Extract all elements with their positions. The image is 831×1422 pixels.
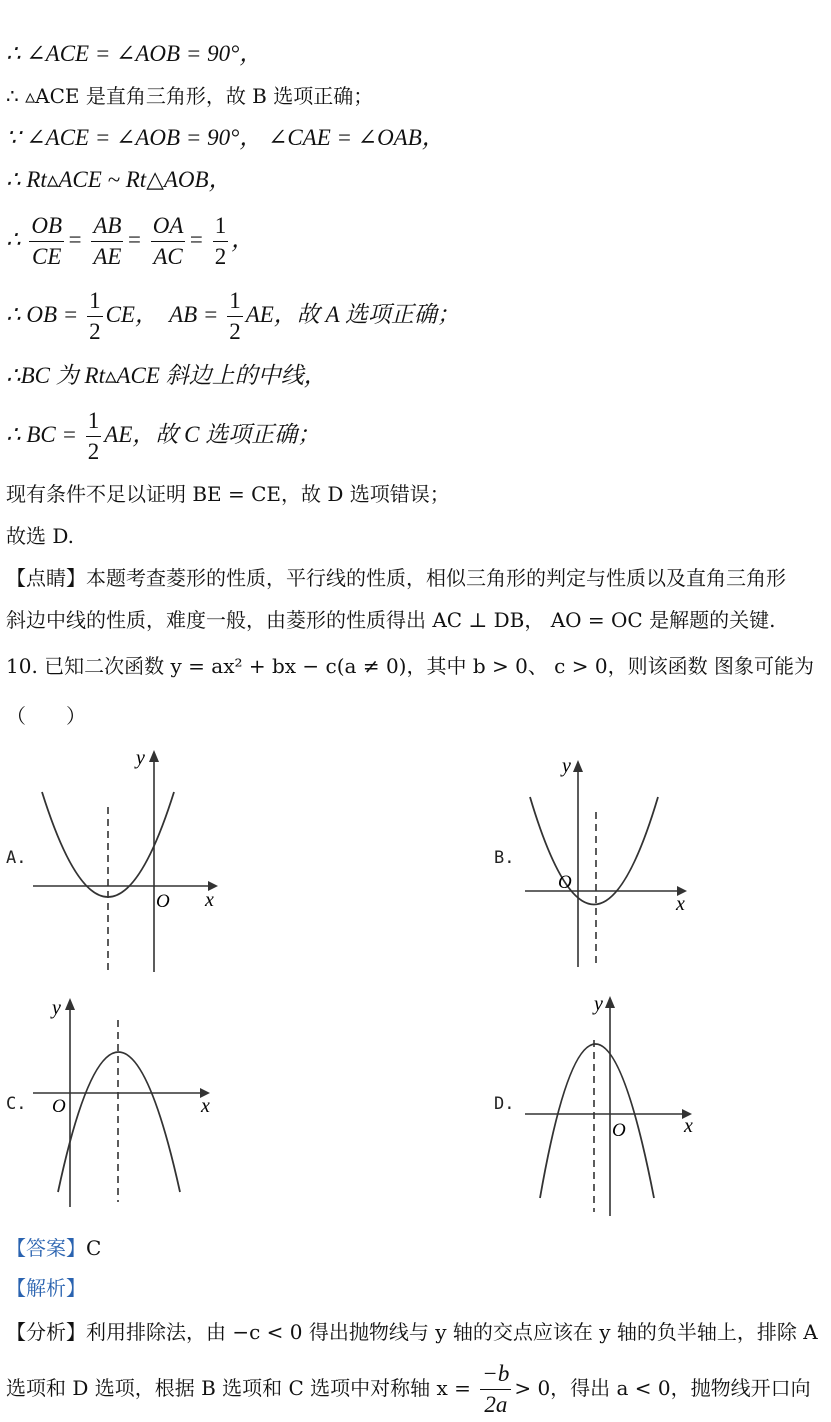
- svg-text:x: x: [684, 1115, 693, 1137]
- line-4: ∴ Rt▵ACE ~ Rt△AOB，: [6, 167, 232, 192]
- line-12: 斜边中线的性质，难度一般，由菱形的性质得出 AC ⊥ DB， AO = OC 是解题的关键.: [6, 608, 776, 632]
- line-17: 【分析】利用排除法，由 −c < 0 得出抛物线与 y 轴的交点应该在 y 轴的负半轴上，排除 A: [6, 1320, 818, 1344]
- graph-b: [522, 752, 722, 972]
- svg-text:x: x: [201, 1095, 210, 1117]
- line-6: ∴ OB = $\frac{1}{2}$ CE， AB = $\frac{1}{2}$ AE，故 A 选项正确；: [6, 288, 460, 345]
- origin-label: O: [156, 891, 170, 912]
- svg-text:O: O: [612, 1120, 626, 1141]
- fraction-oa-ac: $\frac{OA}{AC}$: [152, 213, 184, 270]
- option-d-label: D.: [494, 1094, 515, 1114]
- analysis-line: [6, 1274, 86, 1302]
- line-11-tip: 【点睛】本题考查菱形的性质，平行线的性质，相似三角形的判定与性质以及直角三角形: [6, 566, 786, 590]
- graph-c: [28, 992, 248, 1212]
- line-1: ∴ ∠ACE = ∠AOB = 90°，: [6, 41, 263, 66]
- answer-tag: 【答案】: [6, 1236, 86, 1260]
- svg-text:y: y: [562, 755, 571, 777]
- answer-choice-placeholder: （ ）: [6, 704, 86, 728]
- option-b-label: B.: [494, 848, 515, 868]
- answer-line: [6, 1234, 101, 1262]
- line-10: 故选 D.: [6, 524, 75, 548]
- line-5-fraction-chain: ∴ $\frac{OB}{CE}$ = $\frac{AB}{AE}$ = $\frac{OA}{AC}$ = $\frac{1}{2}$ ，: [6, 210, 254, 272]
- svg-text:x: x: [676, 893, 685, 915]
- answer-value: C: [86, 1236, 102, 1260]
- fraction-one-half: $\frac{1}{2}$: [214, 213, 227, 270]
- analysis-tag: 【解析】: [6, 1276, 86, 1300]
- option-c-label: C.: [6, 1094, 27, 1114]
- graph-d: [522, 990, 732, 1230]
- graph-a: [28, 742, 248, 982]
- question-10: 10. 已知二次函数 y = ax² + bx − c(a ≠ 0)，其中 b > 0、 c > 0，则该函数 图象可能为: [6, 654, 814, 678]
- y-axis-label: y: [136, 747, 145, 769]
- line-3: ∵ ∠ACE = ∠AOB = 90°， ∠CAE = ∠OAB，: [6, 125, 445, 150]
- line-7: ∴BC 为 Rt▵ACE 斜边上的中线，: [6, 363, 327, 388]
- x-axis-label: x: [205, 889, 214, 911]
- svg-text:O: O: [52, 1096, 66, 1117]
- line-9: 现有条件不足以证明 BE = CE，故 D 选项错误；: [6, 482, 450, 506]
- fraction-ob-ce: $\frac{OB}{CE}$: [31, 213, 63, 270]
- svg-text:O: O: [558, 872, 572, 893]
- line-2: ∴ ▵ACE 是直角三角形，故 B 选项正确；: [6, 84, 374, 108]
- option-a-label: A.: [6, 848, 27, 868]
- line-8: ∴ BC = $\frac{1}{2}$ AE，故 C 选项正确；: [6, 408, 321, 465]
- svg-text:y: y: [52, 997, 61, 1019]
- fraction-ab-ae: $\frac{AB}{AE}$: [93, 213, 122, 270]
- line-18: 选项和 D 选项，根据 B 选项和 C 选项中对称轴 x = $\frac{-b}{2a}$ > 0，得出 a < 0，抛物线开口向: [6, 1361, 811, 1417]
- svg-text:y: y: [594, 993, 603, 1015]
